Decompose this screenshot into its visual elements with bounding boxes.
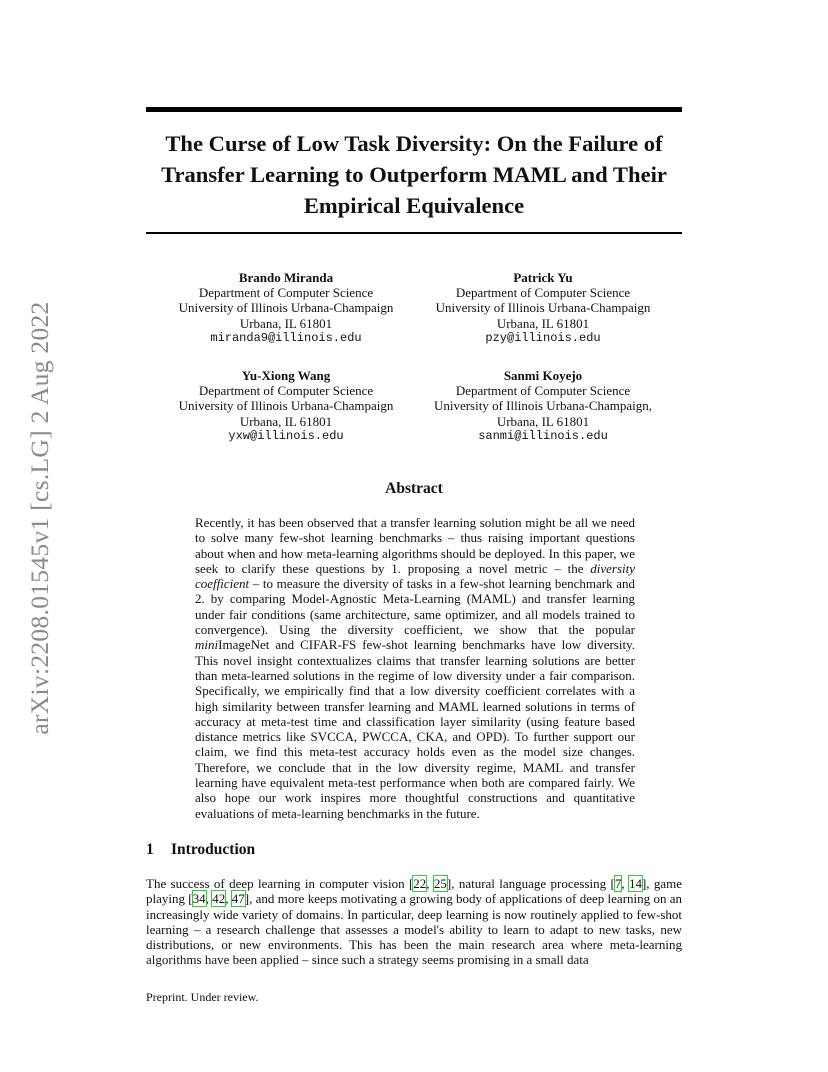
author-email[interactable]: pzy@illinois.edu [485, 330, 601, 345]
abstract-text: Recently, it has been observed that a transfer learning solution might be all we need to solve many few-shot learning benchmarks – thus raising important questions about when and how meta-learning algorithms should be deployed. In this paper, we seek to clarify these questions by 1. proposing a novel metric – the [195, 515, 635, 576]
author-block-3 [146, 368, 426, 444]
section-number: 1 [146, 841, 154, 858]
author-name: Brando Miranda [238, 270, 334, 285]
abstract-text: – to measure the diversity of tasks in a few-shot learning benchmark and 2. by comparing Model-Agnostic Meta-Learning (MAML) and transfer learning under fair conditions (same architecture, same optimizer, and all models trained to convergence). Using the diversity coefficient, we show that the popular [195, 576, 635, 638]
intro-text: The success of deep learning in computer vision [ [146, 876, 414, 891]
author-block-1 [146, 270, 426, 346]
author-univ: University of Illinois Urbana-Champaign [435, 300, 651, 316]
citation-link[interactable]: 7 [614, 876, 622, 891]
author-dept: Department of Computer Science [198, 285, 374, 301]
intro-text: , [621, 876, 629, 891]
author-dept: Department of Computer Science [455, 383, 631, 399]
author-univ: University of Illinois Urbana-Champaign [178, 398, 394, 414]
intro-paragraph [146, 876, 682, 968]
section-title: Introduction [171, 841, 256, 858]
author-email[interactable]: sanmi@illinois.edu [478, 428, 608, 443]
title-top-rule [146, 107, 682, 112]
title-bottom-rule [146, 232, 682, 234]
abstract-text: ImageNet and CIFAR-FS few-shot learning benchmarks have low diversity. This novel insight contextualizes claims that transfer learning solutions are better than meta-learned solutions in the regime of low diversity under a fair comparison. Specifically, we empirically find that a low diversity coefficient correlates with a high similarity between transfer learning and MAML learned solutions in terms of accuracy at meta-test time and classification layer similarity (using feature based distance metrics like SVCCA, PWCCA, CKA, and OPD). To further support our claim, we find this meta-test accuracy holds even as the model size changes. Therefore, we conclude that in the low diversity regime, MAML and transfer learning have equivalent meta-test performance when both are compared fairly. We also hope our work inspires more thoughtful constructions and quantitative evaluations of meta-learning benchmarks in the future. [195, 637, 635, 821]
abstract-emphasis: mini [195, 637, 219, 653]
citation-link[interactable]: 34 [192, 891, 206, 907]
author-dept: Department of Computer Science [198, 383, 374, 399]
author-addr: Urbana, IL 61801 [496, 315, 590, 331]
author-name: Sanmi Koyejo [503, 368, 583, 383]
intro-text: , [225, 891, 232, 907]
author-addr: Urbana, IL 61801 [239, 315, 333, 331]
author-name: Yu-Xiong Wang [241, 368, 331, 383]
author-block-4 [403, 368, 683, 444]
author-name: Patrick Yu [513, 270, 573, 285]
intro-text: ], natural language processing [ [446, 876, 615, 891]
abstract-emphasis: diversity coefficient [195, 560, 635, 592]
author-email[interactable]: miranda9@illinois.edu [210, 330, 362, 345]
section-heading [146, 841, 255, 859]
intro-text: ], and more keeps motivating a growing body of applications of deep learning on an increasingly wide variety of domains. In particular, deep learning is now routinely applied to few-shot learning – a research challenge that assesses a model's ability to learn to adapt to new tasks, new distributions, or new environments. This has been the main research area where meta-learning algorithms have been applied – since such a strategy seems promising in a small data [146, 891, 683, 968]
author-email[interactable]: yxw@illinois.edu [228, 428, 344, 443]
author-block-2 [403, 270, 683, 346]
paper-title: The Curse of Low Task Diversity: On the Failure of Transfer Learning to Outperform MAML and Their Empirical Equivalence [161, 131, 667, 218]
intro-text: , [426, 876, 434, 891]
author-dept: Department of Computer Science [455, 285, 631, 301]
citation-link[interactable]: 22 [413, 876, 427, 891]
author-univ: University of Illinois Urbana-Champaign [178, 300, 394, 316]
citation-link[interactable]: 25 [433, 876, 447, 891]
arxiv-sidebar [22, 0, 58, 1072]
author-addr: Urbana, IL 61801 [239, 413, 333, 429]
author-univ: University of Illinois Urbana-Champaign, [433, 398, 653, 414]
citation-link[interactable]: 14 [628, 876, 642, 891]
intro-text: , [205, 891, 213, 907]
citation-link[interactable]: 47 [231, 891, 245, 907]
footer-note: Preprint. Under review. [146, 990, 259, 1004]
abstract-heading: Abstract [385, 480, 443, 497]
citation-link[interactable]: 42 [212, 891, 226, 907]
intro-text: ], game playing [ [146, 876, 683, 907]
abstract-body [195, 515, 635, 821]
arxiv-identifier: arXiv:2208.01545v1 [cs.LG] 2 Aug 2022 [25, 301, 54, 735]
author-addr: Urbana, IL 61801 [496, 413, 590, 429]
